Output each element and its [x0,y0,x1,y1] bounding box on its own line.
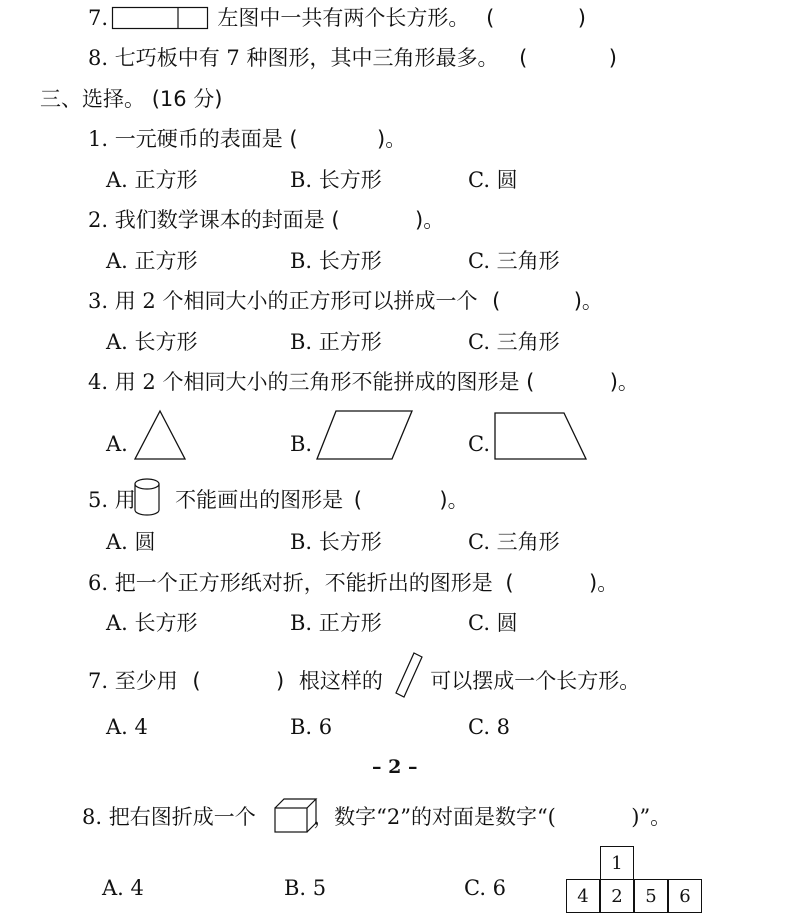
question-text: 用 [114,488,136,512]
section-title [40,85,222,113]
option-b[interactable]: B. [290,432,313,456]
option-b[interactable]: B. 长方形 [290,530,382,554]
option-a[interactable]: A. 4 [106,715,148,739]
option-a[interactable]: A. 4 [102,876,144,900]
answer-paren-close: ) [608,46,617,70]
option-b[interactable]: B. 正方形 [290,611,382,635]
option-c[interactable]: C. 圆 [468,611,518,635]
option-c[interactable]: C. 三角形 [468,330,560,354]
option-c[interactable]: C. 三角形 [468,249,560,273]
option-b[interactable]: B. 长方形 [290,168,382,192]
answer-paren-open: ( [492,289,501,313]
question-number: 5. [88,488,109,512]
answer-paren-close: )”。 [631,805,672,829]
question-number: 2. [88,208,109,232]
answer-paren-open: ( [526,370,535,394]
question-text: 用 2 个相同大小的三角形不能拼成的图形是 [114,370,520,394]
option-b[interactable]: B. 正方形 [290,330,382,354]
answer-paren-open: ( [519,46,528,70]
option-b[interactable]: B. 5 [284,876,327,900]
question-1 [88,125,406,153]
answer-paren-close: ) [276,669,285,693]
option-a[interactable]: A. 圆 [106,530,156,554]
question-text-2: ，数字“2”的对面是数字“( [313,805,556,829]
option-b[interactable]: B. 6 [290,715,333,739]
answer-paren-open: ( [505,571,514,595]
option-c[interactable]: C. 圆 [468,168,518,192]
cylinder-icon [134,478,162,516]
answer-paren-open: ( [289,127,298,151]
answer-paren-close: )。 [573,289,603,313]
question-text-2: 不能画出的图形是 [175,488,344,512]
parallelogram-shape[interactable] [316,410,414,460]
answer-paren-open: ( [353,488,362,512]
option-b[interactable]: B. 长方形 [290,249,382,273]
question-text-3: 可以摆成一个长方形。 [430,669,641,693]
answer-paren-close: ) [577,6,586,30]
cube-icon [274,798,318,834]
answer-paren-close: )。 [377,127,407,151]
option-c[interactable]: C. [468,432,490,456]
answer-paren-open: ( [192,669,201,693]
answer-paren-close: )。 [415,208,445,232]
item-number: 7. [88,6,109,30]
option-c[interactable]: C. 8 [468,715,511,739]
answer-paren-close: )。 [609,370,639,394]
answer-paren-open: ( [331,208,340,232]
question-text: 用 2 个相同大小的正方形可以拼成一个 [114,289,478,313]
net-cell: 2 [600,879,634,913]
answer-paren-close: )。 [589,571,619,595]
judgment-item-8 [88,44,617,72]
option-a[interactable]: A. 正方形 [106,249,198,273]
option-a[interactable]: A. [106,432,128,456]
question-text: 一元硬币的表面是 [114,127,283,151]
trapezoid-shape[interactable] [494,412,588,460]
option-a[interactable]: A. 长方形 [106,611,198,635]
question-text: 把一个正方形纸对折，不能折出的图形是 [114,571,493,595]
question-6 [88,569,618,597]
question-number: 3. [88,289,109,313]
stick-icon [394,652,424,698]
net-cell: 6 [668,879,702,913]
question-8 [82,803,671,831]
option-a[interactable]: A. 正方形 [106,168,198,192]
question-number: 7. [88,669,109,693]
option-c[interactable]: C. 6 [464,876,507,900]
question-2 [88,206,444,234]
question-text-2: 根这样的 [298,669,383,693]
option-a[interactable]: A. 长方形 [106,330,198,354]
question-7 [88,667,640,695]
item-text: 七巧板中有 7 种图形，其中三角形最多。 [114,46,499,70]
question-4 [88,368,639,396]
net-cell: 4 [566,879,600,913]
question-number: 6. [88,571,109,595]
question-text: 我们数学课本的封面是 [114,208,325,232]
triangle-shape[interactable] [134,410,186,460]
question-number: 1. [88,127,109,151]
two-rectangles-figure [112,7,208,29]
question-number: 4. [88,370,109,394]
page-number: – 2 – [372,756,418,778]
option-c[interactable]: C. 三角形 [468,530,560,554]
question-number: 8. [82,805,103,829]
item-number: 8. [88,46,109,70]
question-text: 把右图折成一个 [108,805,256,829]
question-text: 至少用 [114,669,178,693]
answer-paren-close: )。 [439,488,469,512]
net-cell: 5 [634,879,668,913]
net-cell-top: 1 [600,846,634,880]
answer-paren-open: ( [486,6,495,30]
section-title-text: 三、选择。 [40,87,145,111]
section-score: (16 分) [151,87,223,111]
item-text: 左图中一共有两个长方形。 [217,6,470,30]
question-3 [88,287,603,315]
